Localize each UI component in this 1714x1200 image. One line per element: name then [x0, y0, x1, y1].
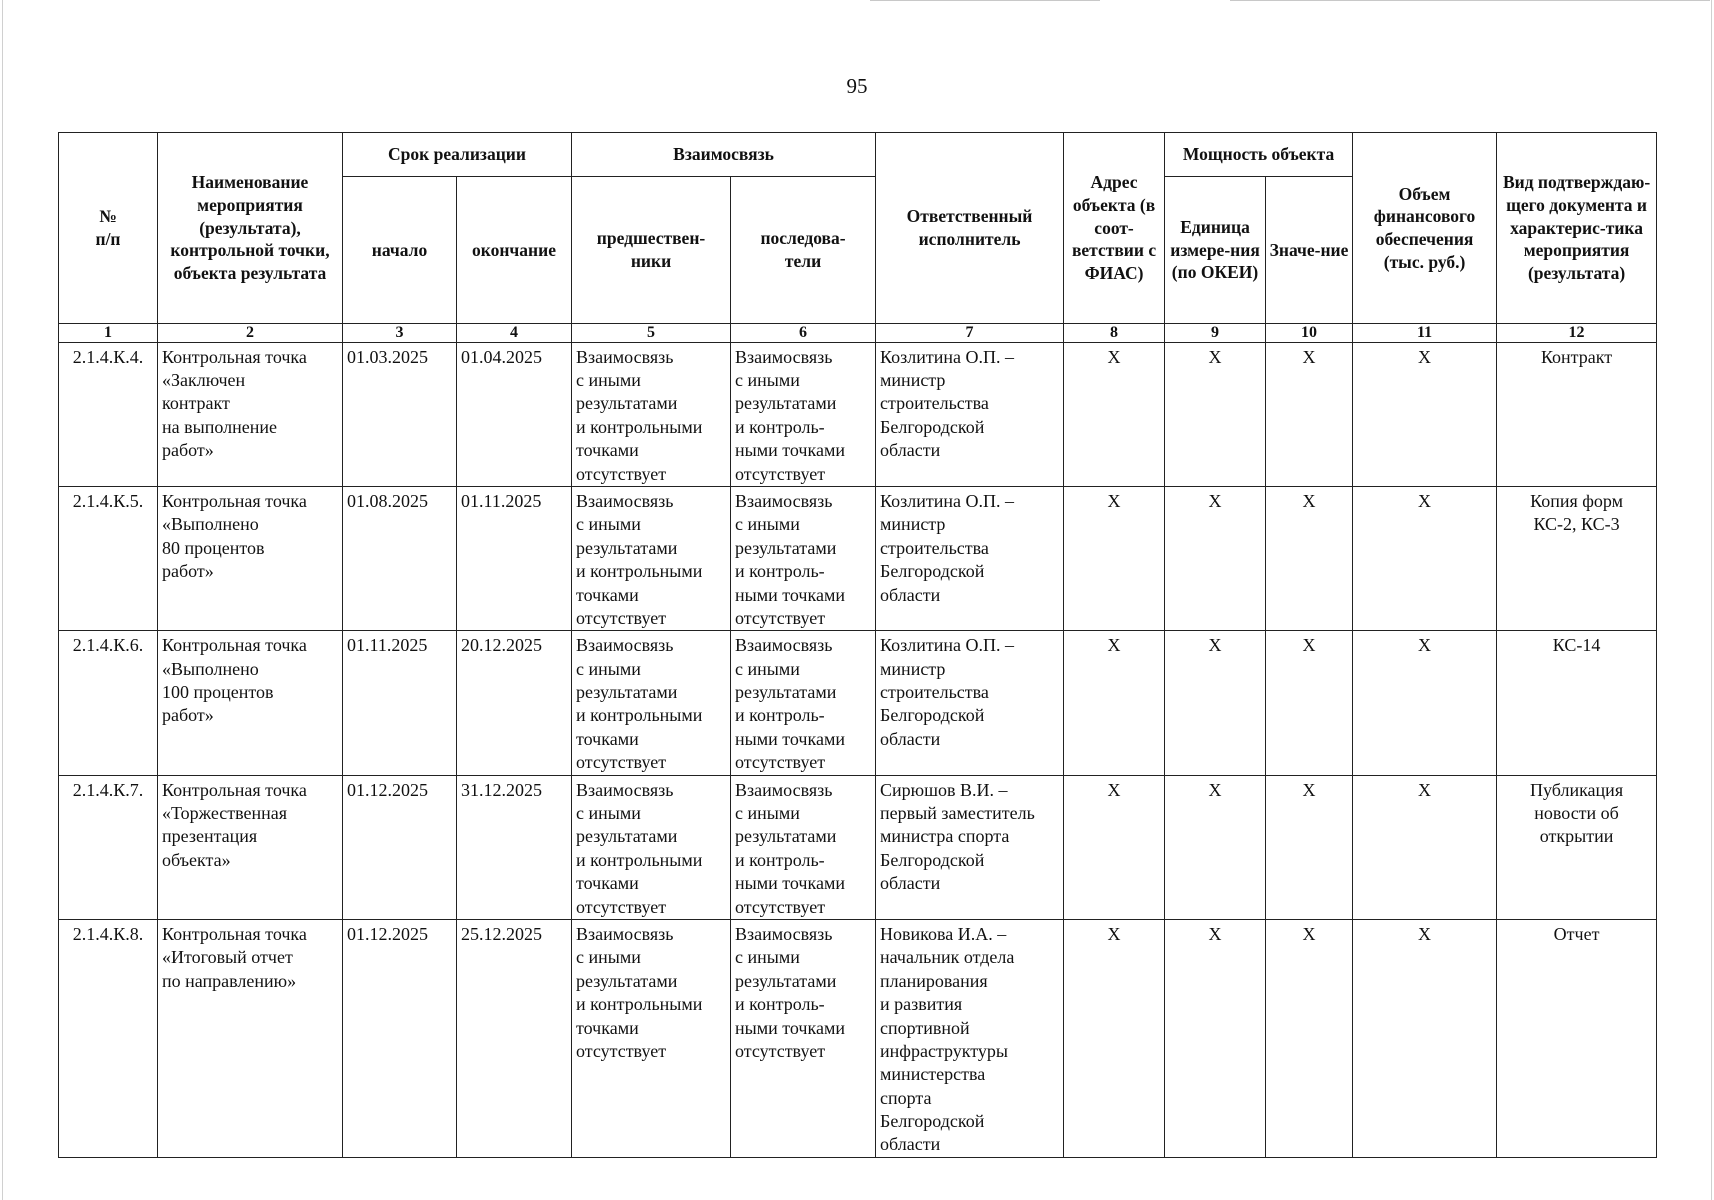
- header-finance: Объем финансового обеспечения (тыс. руб.): [1353, 133, 1497, 324]
- column-number: 3: [343, 324, 457, 343]
- row-finance: Х: [1353, 631, 1497, 775]
- header-start: начало: [343, 177, 457, 324]
- header-value: Значе-ние: [1266, 177, 1353, 324]
- row-finance: Х: [1353, 775, 1497, 919]
- column-number: 9: [1165, 324, 1266, 343]
- row-value: Х: [1266, 631, 1353, 775]
- row-address: Х: [1064, 919, 1165, 1157]
- row-value: Х: [1266, 775, 1353, 919]
- page-edge: [1711, 0, 1712, 1200]
- row-name: Контрольная точка «Итоговый отчет по направлению»: [158, 919, 343, 1157]
- row-start: 01.11.2025: [343, 631, 457, 775]
- row-end: 20.12.2025: [457, 631, 572, 775]
- header-address: Адрес объекта (в соот-ветствии с ФИАС): [1064, 133, 1165, 324]
- row-predecessors: Взаимосвязь с иными результатами и контрольными точками отсутствует: [572, 775, 731, 919]
- column-number: 10: [1266, 324, 1353, 343]
- row-address: Х: [1064, 775, 1165, 919]
- header-relation: Взаимосвязь: [572, 133, 876, 177]
- row-finance: Х: [1353, 919, 1497, 1157]
- header-name: Наименование мероприятия (результата), контрольной точки, объекта результата: [158, 133, 343, 324]
- row-number: 2.1.4.К.8.: [59, 919, 158, 1157]
- row-doc: Публикация новости об открытии: [1497, 775, 1657, 919]
- header-doc-type: Вид подтверждаю-щего документа и характерис-тика мероприятия (результата): [1497, 133, 1657, 324]
- row-number: 2.1.4.К.7.: [59, 775, 158, 919]
- header-period: Срок реализации: [343, 133, 572, 177]
- row-end: 25.12.2025: [457, 919, 572, 1157]
- column-number: 11: [1353, 324, 1497, 343]
- row-doc: КС-14: [1497, 631, 1657, 775]
- header-end: окончание: [457, 177, 572, 324]
- column-number: 5: [572, 324, 731, 343]
- row-predecessors: Взаимосвязь с иными результатами и контрольными точками отсутствует: [572, 342, 731, 486]
- row-successors: Взаимосвязь с иными результатами и контроль- ными точками отсутствует: [731, 775, 876, 919]
- column-number: 8: [1064, 324, 1165, 343]
- header-num: № п/п: [59, 133, 158, 324]
- row-successors: Взаимосвязь с иными результатами и контроль- ными точками отсутствует: [731, 342, 876, 486]
- header-unit: Единица измере-ния (по ОКЕИ): [1165, 177, 1266, 324]
- column-number: 7: [876, 324, 1064, 343]
- table-row: [59, 919, 1657, 1157]
- table-row: [59, 486, 1657, 630]
- row-name: Контрольная точка «Выполнено 100 процентов работ»: [158, 631, 343, 775]
- table-row: [59, 631, 1657, 775]
- row-predecessors: Взаимосвязь с иными результатами и контрольными точками отсутствует: [572, 486, 731, 630]
- row-start: 01.12.2025: [343, 775, 457, 919]
- row-doc: Отчет: [1497, 919, 1657, 1157]
- row-finance: Х: [1353, 342, 1497, 486]
- row-doc: Контракт: [1497, 342, 1657, 486]
- page-number: 95: [846, 74, 868, 98]
- row-unit: Х: [1165, 775, 1266, 919]
- table-row: [59, 342, 1657, 486]
- header-predecessors: предшествен- ники: [572, 177, 731, 324]
- row-predecessors: Взаимосвязь с иными результатами и контрольными точками отсутствует: [572, 919, 731, 1157]
- plan-table: [58, 132, 1657, 1158]
- row-number: 2.1.4.К.6.: [59, 631, 158, 775]
- column-number: 4: [457, 324, 572, 343]
- row-end: 01.11.2025: [457, 486, 572, 630]
- row-unit: Х: [1165, 486, 1266, 630]
- row-successors: Взаимосвязь с иными результатами и контроль- ными точками отсутствует: [731, 919, 876, 1157]
- column-number: 1: [59, 324, 158, 343]
- row-value: Х: [1266, 919, 1353, 1157]
- row-name: Контрольная точка «Выполнено 80 процентов работ»: [158, 486, 343, 630]
- column-number: 6: [731, 324, 876, 343]
- row-name: Контрольная точка «Торжественная презентация объекта»: [158, 775, 343, 919]
- row-address: Х: [1064, 631, 1165, 775]
- row-unit: Х: [1165, 631, 1266, 775]
- row-responsible: Козлитина О.П. – министр строительства Белгородской области: [876, 486, 1064, 630]
- column-number: 12: [1497, 324, 1657, 343]
- scan-artifact-line: [870, 0, 1100, 1]
- row-number: 2.1.4.К.5.: [59, 486, 158, 630]
- row-unit: Х: [1165, 342, 1266, 486]
- scan-artifact-line: [1230, 0, 1710, 1]
- row-successors: Взаимосвязь с иными результатами и контроль- ными точками отсутствует: [731, 631, 876, 775]
- column-number: 2: [158, 324, 343, 343]
- row-start: 01.12.2025: [343, 919, 457, 1157]
- row-unit: Х: [1165, 919, 1266, 1157]
- header-successors: последова- тели: [731, 177, 876, 324]
- header-capacity: Мощность объекта: [1165, 133, 1353, 177]
- table-row: [59, 775, 1657, 919]
- page-edge: [2, 0, 3, 1200]
- row-start: 01.03.2025: [343, 342, 457, 486]
- row-name: Контрольная точка «Заключен контракт на выполнение работ»: [158, 342, 343, 486]
- header-responsible: Ответственный исполнитель: [876, 133, 1064, 324]
- row-responsible: Козлитина О.П. – министр строительства Белгородской области: [876, 342, 1064, 486]
- row-end: 31.12.2025: [457, 775, 572, 919]
- row-value: Х: [1266, 486, 1353, 630]
- row-address: Х: [1064, 486, 1165, 630]
- row-doc: Копия форм КС-2, КС-3: [1497, 486, 1657, 630]
- row-address: Х: [1064, 342, 1165, 486]
- row-responsible: Козлитина О.П. – министр строительства Белгородской области: [876, 631, 1064, 775]
- row-start: 01.08.2025: [343, 486, 457, 630]
- row-responsible: Новикова И.А. – начальник отдела планирования и развития спортивной инфраструктуры министерства спорта Белгородской области: [876, 919, 1064, 1157]
- row-successors: Взаимосвязь с иными результатами и контроль- ными точками отсутствует: [731, 486, 876, 630]
- row-value: Х: [1266, 342, 1353, 486]
- row-predecessors: Взаимосвязь с иными результатами и контрольными точками отсутствует: [572, 631, 731, 775]
- row-responsible: Сирюшов В.И. – первый заместитель министра спорта Белгородской области: [876, 775, 1064, 919]
- row-number: 2.1.4.К.4.: [59, 342, 158, 486]
- row-end: 01.04.2025: [457, 342, 572, 486]
- row-finance: Х: [1353, 486, 1497, 630]
